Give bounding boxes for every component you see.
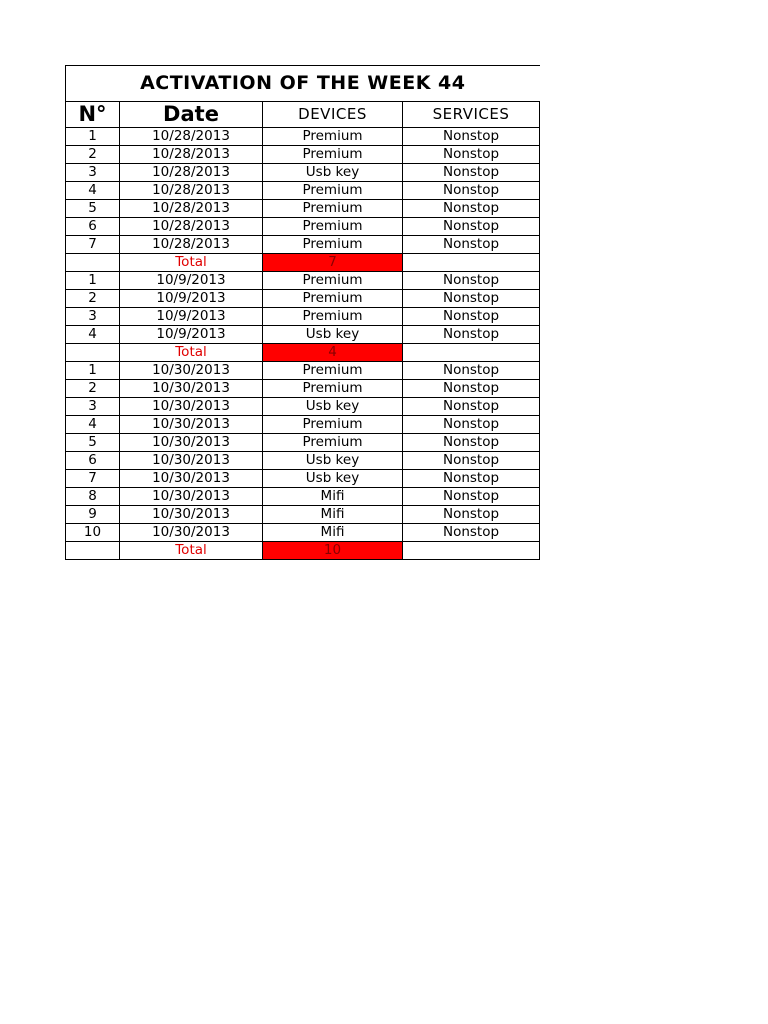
device-cell: Usb key	[263, 326, 403, 344]
row-number-cell: 2	[66, 380, 120, 398]
device-cell: Premium	[263, 362, 403, 380]
service-cell: Nonstop	[403, 362, 540, 380]
row-number-cell: 9	[66, 506, 120, 524]
device-cell: Premium	[263, 236, 403, 254]
total-empty-cell	[403, 344, 540, 362]
device-cell: Premium	[263, 182, 403, 200]
device-cell: Mifi	[263, 506, 403, 524]
header-services: SERVICES	[403, 102, 540, 128]
table-row	[66, 308, 540, 326]
date-cell: 10/28/2013	[120, 236, 263, 254]
table-row	[66, 488, 540, 506]
table-row	[66, 416, 540, 434]
service-cell: Nonstop	[403, 524, 540, 542]
service-cell: Nonstop	[403, 398, 540, 416]
device-cell: Premium	[263, 128, 403, 146]
row-number-cell: 5	[66, 434, 120, 452]
date-cell: 10/9/2013	[120, 290, 263, 308]
date-cell: 10/28/2013	[120, 182, 263, 200]
total-empty-cell	[403, 542, 540, 560]
row-number-cell: 4	[66, 182, 120, 200]
sheet-title: ACTIVATION OF THE WEEK 44	[66, 66, 540, 102]
service-cell: Nonstop	[403, 182, 540, 200]
total-label: Total	[120, 344, 263, 362]
header-devices: DEVICES	[263, 102, 403, 128]
table-row	[66, 200, 540, 218]
device-cell: Usb key	[263, 164, 403, 182]
table-row	[66, 506, 540, 524]
service-cell: Nonstop	[403, 416, 540, 434]
row-number-cell: 8	[66, 488, 120, 506]
row-number-cell: 3	[66, 398, 120, 416]
date-cell: 10/9/2013	[120, 308, 263, 326]
table-row	[66, 182, 540, 200]
table-body	[66, 128, 540, 560]
device-cell: Premium	[263, 290, 403, 308]
date-cell: 10/28/2013	[120, 200, 263, 218]
table-row	[66, 434, 540, 452]
total-row	[66, 344, 540, 362]
device-cell: Mifi	[263, 488, 403, 506]
device-cell: Usb key	[263, 452, 403, 470]
title-row	[66, 66, 540, 102]
row-number-cell: 1	[66, 272, 120, 290]
date-cell: 10/28/2013	[120, 218, 263, 236]
total-empty-cell	[66, 254, 120, 272]
table-row	[66, 362, 540, 380]
date-cell: 10/30/2013	[120, 470, 263, 488]
table-row	[66, 146, 540, 164]
table-row	[66, 218, 540, 236]
table-row	[66, 290, 540, 308]
service-cell: Nonstop	[403, 200, 540, 218]
device-cell: Premium	[263, 200, 403, 218]
row-number-cell: 7	[66, 236, 120, 254]
date-cell: 10/30/2013	[120, 380, 263, 398]
table-row	[66, 470, 540, 488]
total-empty-cell	[403, 254, 540, 272]
table-row	[66, 380, 540, 398]
row-number-cell: 6	[66, 452, 120, 470]
date-cell: 10/30/2013	[120, 362, 263, 380]
row-number-cell: 6	[66, 218, 120, 236]
date-cell: 10/30/2013	[120, 416, 263, 434]
service-cell: Nonstop	[403, 272, 540, 290]
total-label: Total	[120, 542, 263, 560]
table-row	[66, 272, 540, 290]
service-cell: Nonstop	[403, 164, 540, 182]
header-row	[66, 102, 540, 128]
service-cell: Nonstop	[403, 488, 540, 506]
device-cell: Premium	[263, 146, 403, 164]
service-cell: Nonstop	[403, 308, 540, 326]
date-cell: 10/28/2013	[120, 146, 263, 164]
service-cell: Nonstop	[403, 326, 540, 344]
row-number-cell: 4	[66, 326, 120, 344]
total-count: 7	[263, 254, 403, 272]
service-cell: Nonstop	[403, 290, 540, 308]
device-cell: Usb key	[263, 398, 403, 416]
row-number-cell: 3	[66, 164, 120, 182]
date-cell: 10/30/2013	[120, 398, 263, 416]
device-cell: Premium	[263, 380, 403, 398]
date-cell: 10/28/2013	[120, 128, 263, 146]
date-cell: 10/9/2013	[120, 326, 263, 344]
service-cell: Nonstop	[403, 470, 540, 488]
device-cell: Mifi	[263, 524, 403, 542]
row-number-cell: 4	[66, 416, 120, 434]
total-label: Total	[120, 254, 263, 272]
service-cell: Nonstop	[403, 218, 540, 236]
row-number-cell: 1	[66, 362, 120, 380]
date-cell: 10/30/2013	[120, 488, 263, 506]
row-number-cell: 5	[66, 200, 120, 218]
date-cell: 10/30/2013	[120, 452, 263, 470]
total-empty-cell	[66, 344, 120, 362]
total-row	[66, 542, 540, 560]
table-row	[66, 164, 540, 182]
device-cell: Premium	[263, 272, 403, 290]
row-number-cell: 7	[66, 470, 120, 488]
activation-table	[65, 65, 540, 560]
date-cell: 10/30/2013	[120, 524, 263, 542]
service-cell: Nonstop	[403, 236, 540, 254]
spreadsheet	[65, 65, 539, 560]
row-number-cell: 2	[66, 290, 120, 308]
date-cell: 10/30/2013	[120, 434, 263, 452]
row-number-cell: 2	[66, 146, 120, 164]
row-number-cell: 1	[66, 128, 120, 146]
header-date: Date	[120, 102, 263, 128]
table-row	[66, 326, 540, 344]
service-cell: Nonstop	[403, 506, 540, 524]
device-cell: Usb key	[263, 470, 403, 488]
total-row	[66, 254, 540, 272]
service-cell: Nonstop	[403, 380, 540, 398]
header-num: N°	[66, 102, 120, 128]
service-cell: Nonstop	[403, 452, 540, 470]
table-row	[66, 524, 540, 542]
total-count: 10	[263, 542, 403, 560]
device-cell: Premium	[263, 308, 403, 326]
service-cell: Nonstop	[403, 434, 540, 452]
row-number-cell: 3	[66, 308, 120, 326]
date-cell: 10/9/2013	[120, 272, 263, 290]
table-row	[66, 398, 540, 416]
table-row	[66, 128, 540, 146]
service-cell: Nonstop	[403, 128, 540, 146]
table-row	[66, 236, 540, 254]
device-cell: Premium	[263, 416, 403, 434]
row-number-cell: 10	[66, 524, 120, 542]
date-cell: 10/30/2013	[120, 506, 263, 524]
date-cell: 10/28/2013	[120, 164, 263, 182]
total-empty-cell	[66, 542, 120, 560]
total-count: 4	[263, 344, 403, 362]
service-cell: Nonstop	[403, 146, 540, 164]
device-cell: Premium	[263, 218, 403, 236]
device-cell: Premium	[263, 434, 403, 452]
table-row	[66, 452, 540, 470]
